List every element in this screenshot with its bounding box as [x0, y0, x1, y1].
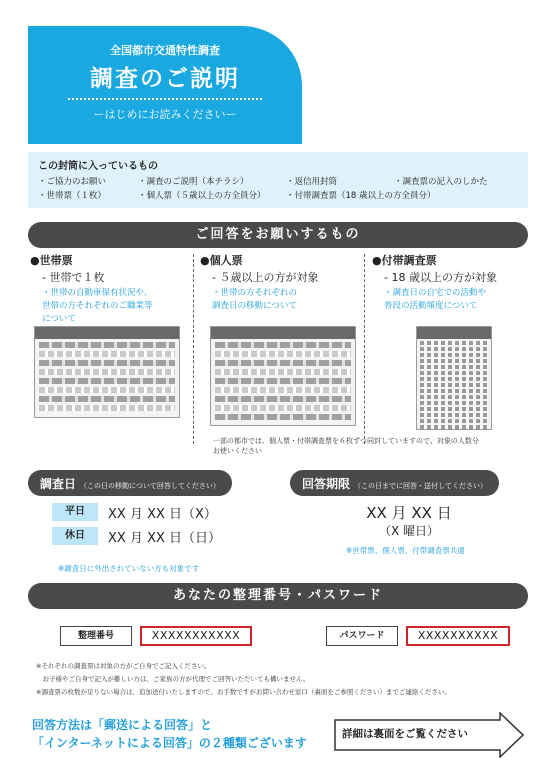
- household-form-column: [30, 252, 190, 326]
- weekday-label: 平日: [52, 503, 98, 521]
- id-value: XXXXXXXXXXX: [140, 626, 252, 646]
- deadline-footnote: ※世帯票、個人票、付帯調査票共通: [346, 546, 465, 555]
- envelope-contents: [28, 152, 528, 208]
- household-form-note: ・世帯の自動車保有状況や、 世帯の方それぞれのご職業等 について: [42, 288, 153, 324]
- note-line: お子様やご自身で記入が難しい方は、ご家族の方が代理でご回答いただいても構いません。: [36, 675, 310, 683]
- deadline-title: 回答期限: [302, 477, 351, 491]
- supplementary-form-target: - 18 歳以上の方が対象: [384, 271, 497, 284]
- supplementary-form-note: ・調査日の自宅での活動や 普段の活動頻度について: [384, 288, 487, 311]
- survey-day-header: [28, 470, 232, 496]
- supplementary-form-name: ●付帯調査票: [372, 254, 437, 267]
- hero-tagline: ーはじめにお読みくださいー: [93, 108, 237, 121]
- note-line: ※それぞれの調査票は対象の方がご自身でご記入ください。: [36, 662, 211, 670]
- list-item: ・付帯調査票（18 歳以上の方全員分）: [286, 191, 436, 201]
- hero-divider: [68, 98, 262, 100]
- hero-subtitle: 全国都市交通特性調査: [110, 44, 220, 57]
- password-label: パスワード: [326, 626, 398, 646]
- deadline-date: XX 月 XX 日: [366, 504, 452, 522]
- column-divider: [193, 254, 194, 444]
- survey-day-note: （この日の移動について回答してください）: [80, 482, 220, 490]
- credentials-section-bar: あなたの整理番号・パスワード: [28, 583, 528, 609]
- list-item: ・調査のご説明（本チラシ）: [138, 177, 249, 187]
- request-section-bar: ご回答をお願いするもの: [28, 222, 528, 248]
- id-label: 整理番号: [60, 626, 132, 646]
- password-value: XXXXXXXXXX: [406, 626, 510, 646]
- personal-form-name: ●個人票: [200, 254, 243, 267]
- holiday-row: [52, 527, 221, 545]
- supplementary-form-image: [416, 326, 492, 430]
- note-line: ※調査票の枚数が足りない場合は、追加送付いたしますので、お手数ですがお問い合わせ窓口（裏面をご参照ください）までご連絡ください。: [36, 688, 451, 696]
- deadline-note: （この日までに回答・送付してください）: [354, 482, 488, 490]
- personal-form-note: ・世帯の方それぞれの 調査日の移動について: [212, 288, 298, 311]
- list-item: ・世帯票（１枚）: [38, 191, 107, 201]
- personal-form-image: [210, 326, 356, 426]
- envelope-contents-title: この封筒に入っているもの: [38, 161, 158, 172]
- household-form-target: - 世帯で１枚: [42, 271, 105, 284]
- hero-title: 調査のご説明: [90, 66, 240, 92]
- envelope-contents-list: [38, 175, 518, 201]
- column-divider: [364, 254, 365, 444]
- list-item: ・ご協力のお願い: [38, 177, 107, 187]
- answer-method-line2: 「インターネットによる回答」の２種類ございます: [32, 736, 307, 750]
- holiday-label: 休日: [52, 527, 98, 545]
- answer-method: [32, 716, 307, 752]
- list-item: ・調査票の記入のしかた: [394, 177, 488, 187]
- survey-day-footnote: ※調査日に外出されていない方も対象です: [58, 564, 200, 573]
- list-item: ・返信用封筒: [286, 177, 338, 187]
- personal-form-target: - ５歳以上の方が対象: [212, 271, 319, 284]
- forms-footnote: 一部の都市では、個人票・付帯調査票を６枚ずつ同封していますので、対象の人数分 お使いください: [213, 437, 479, 455]
- see-back-link[interactable]: 詳細は裏面をご覧ください: [342, 728, 468, 740]
- weekday-row: [52, 503, 217, 521]
- personal-form-column: [200, 252, 360, 313]
- answer-method-line1: 回答方法は「郵送による回答」と: [32, 718, 213, 732]
- survey-day-title: 調査日: [40, 477, 77, 491]
- list-item: ・個人票（５歳以上の方全員分）: [138, 191, 266, 201]
- supplementary-form-column: [372, 252, 532, 313]
- deadline-weekday: （X 曜日）: [378, 524, 440, 538]
- deadline-header: [290, 470, 499, 496]
- hero-banner: [28, 26, 302, 144]
- weekday-date: XX 月 XX 日（X）: [108, 506, 217, 522]
- holiday-date: XX 月 XX 日（日）: [108, 530, 222, 546]
- household-form-image: [34, 326, 180, 418]
- household-form-name: ●世帯票: [30, 254, 73, 267]
- instruction-notes: [36, 660, 536, 699]
